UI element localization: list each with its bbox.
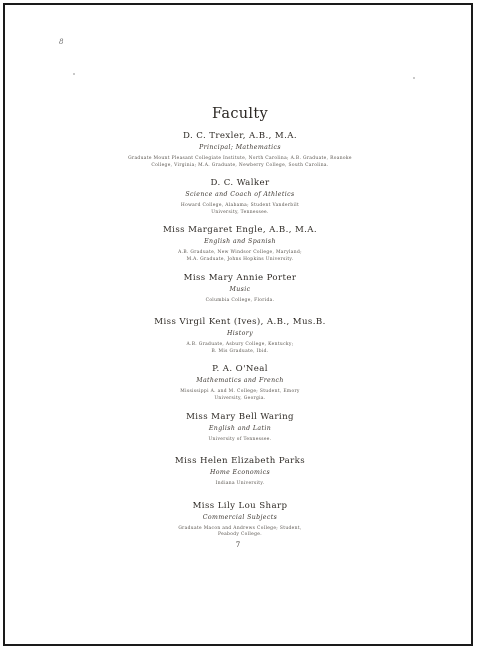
bio-line: University, Tennessee. [211,209,269,215]
bio-line: M.A. Graduate, Johns Hopkins University. [186,256,294,262]
scan-speck [413,77,415,79]
bio-line: College, Virginia; M.A. Graduate, Newberry College, South Carolina. [151,162,329,168]
faculty-entry [90,178,390,216]
bio-line: B. Mis Graduate, Ibid. [211,348,269,354]
faculty-page-content [90,106,390,539]
faculty-role: English and Spanish [204,238,276,246]
faculty-entry [90,225,390,263]
faculty-name: Miss Mary Annie Porter [183,272,297,283]
faculty-bio [90,526,390,539]
bio-line: Indiana University. [215,481,265,487]
faculty-bio [90,203,390,216]
bio-line: Peabody College. [218,532,262,538]
bio-line: Graduate Macon and Andrews College; Student, [178,525,302,531]
faculty-role: History [226,330,253,338]
page-number: 7 [235,541,241,549]
faculty-bio [90,342,390,355]
faculty-role: Commercial Subjects [202,513,278,521]
faculty-name: D. C. Trexler, A.B., M.A. [183,131,297,141]
faculty-entry [90,273,390,305]
faculty-bio [90,389,390,402]
faculty-entry [90,456,390,488]
faculty-role: Music [229,285,251,293]
faculty-entry [90,501,390,539]
bio-line: University of Tennessee. [208,436,272,442]
faculty-entry [90,412,390,444]
faculty-bio [90,481,390,488]
faculty-role: Home Economics [209,469,271,477]
bio-line: A.B. Graduate, Asbury College, Kentucky; [186,342,294,348]
bio-line: Columbia College, Florida. [205,297,275,303]
bio-line: University, Georgia. [214,395,266,401]
faculty-name: Miss Mary Bell Waring [186,411,294,422]
faculty-entry [90,131,390,169]
faculty-role: Mathematics and French [196,377,284,385]
faculty-role: English and Latin [208,424,272,432]
faculty-bio [90,437,390,444]
faculty-name: Miss Lily Lou Sharp [192,500,288,511]
faculty-name: Miss Virgil Kent (Ives), A.B., Mus.B. [154,317,326,328]
faculty-name: P. A. O'Neal [212,364,268,375]
faculty-entry [90,317,390,355]
faculty-bio [90,298,390,305]
corner-page-mark: 8 [59,38,64,46]
scan-speck [73,73,75,75]
faculty-name: Miss Helen Elizabeth Parks [174,456,306,467]
bio-line: Graduate Mount Pleasant Collegiate Institute, North Carolina; A.B. Graduate, Roanoke [128,156,352,161]
faculty-bio [90,250,390,263]
faculty-bio [90,156,390,169]
faculty-entry [90,364,390,402]
page-heading: Faculty [212,106,268,122]
bio-line: Howard College, Alabama; Student Vanderbilt [180,203,300,209]
faculty-role: Principal; Mathematics [199,144,281,151]
faculty-name: Miss Margaret Engle, A.B., M.A. [162,225,318,236]
bio-line: A.B. Graduate, New Windsor College, Maryland; [178,250,302,256]
faculty-name: D. C. Walker [210,178,270,189]
faculty-role: Science and Coach of Athletics [185,191,295,199]
bio-line: Mississippi A. and M. College; Student, Emory [180,389,300,395]
